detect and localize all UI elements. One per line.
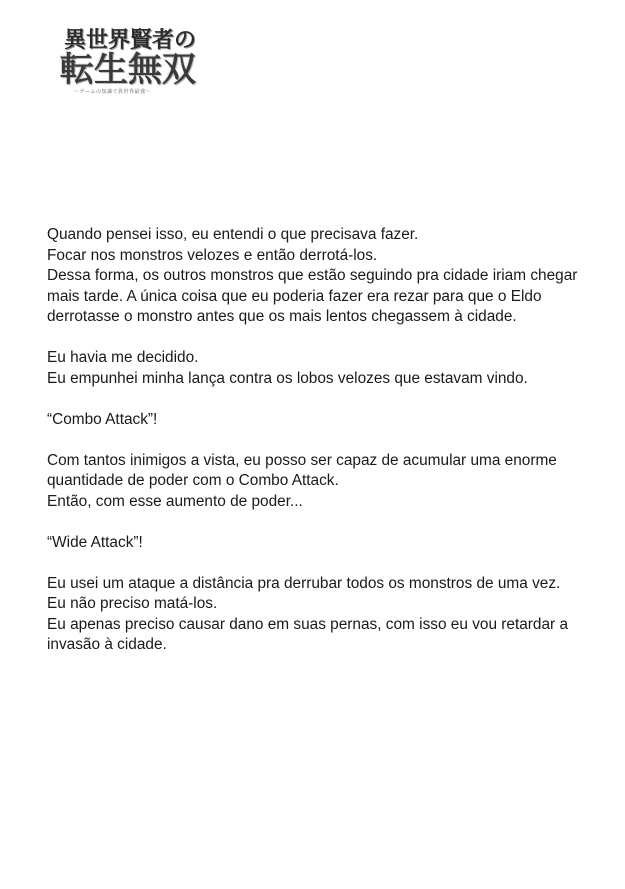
paragraph-6: Eu usei um ataque a distância pra derrubar todos os monstros de uma vez. Eu não preciso matá-los. Eu apenas preciso causar dano em suas pernas, com isso eu vou retardar a invasão à cidade.: [47, 574, 569, 653]
paragraph-2: Eu havia me decidido. Eu empunhei minha lança contra os lobos velozes que estavam vindo.: [47, 349, 528, 387]
paragraph-3: “Combo Attack”!: [47, 410, 158, 428]
logo-title-line2: 転生無双: [60, 50, 196, 90]
series-logo: [60, 28, 206, 100]
paragraph-1: Quando pensei isso, eu entendi o que precisava fazer. Focar nos monstros velozes e então derrotá-los. Dessa forma, os outros monstros que estão seguindo pra cidade iriam chegar mais tarde. A única coisa que eu poderia fazer era rezar para que o Eldo derrotasse o monstro antes que os mais lentos chegassem à cidade.: [47, 226, 578, 325]
logo-title-line1: 異世界賢者の: [64, 28, 197, 53]
story-text: [47, 225, 587, 676]
paragraph-4: Com tantos inimigos a vista, eu posso ser capaz de acumular uma enorme quantidade de poder com o Combo Attack. Então, com esse aumento de poder...: [47, 451, 557, 510]
logo-subtitle: 〜ゲームの知識で異世界最強〜: [74, 89, 152, 95]
paragraph-5: “Wide Attack”!: [47, 533, 143, 551]
